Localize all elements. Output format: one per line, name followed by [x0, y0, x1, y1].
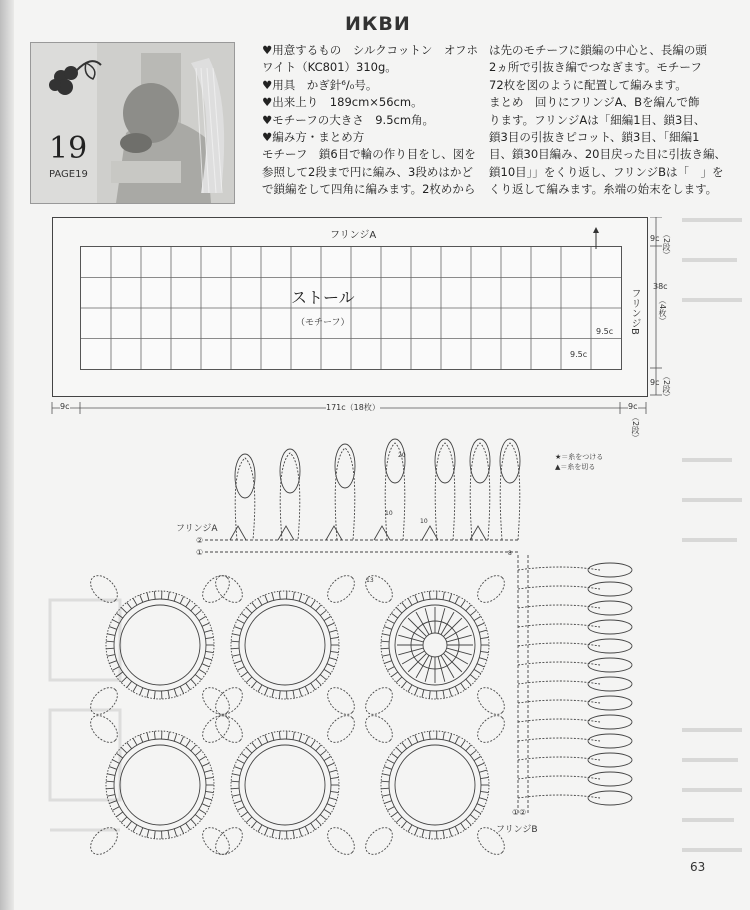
dim-left: 9c	[60, 402, 70, 411]
instruction-line: ワイト（KC801）310g。	[262, 60, 397, 75]
dim-motif-width: 9.5c	[596, 327, 614, 336]
instruction-line: モチーフ 鎖6目で輪の作り目をし、図を	[262, 147, 476, 162]
motif-grid	[80, 246, 622, 370]
instructions-column-2	[489, 42, 726, 199]
instruction-line: ♥モチーフの大きさ 9.5cm角。	[262, 112, 435, 127]
up-arrow-icon	[591, 227, 601, 249]
instruction-line: ♥編み方・まとめ方	[262, 130, 365, 145]
chart-fringe-b-label: フリンジB	[496, 825, 538, 835]
stitch-count-8: 8	[508, 550, 512, 557]
dimension-lines-vertical	[650, 217, 662, 397]
dim-motif-height: 9.5c	[570, 350, 588, 359]
instruction-line: ♥出来上り 189cm×56cm。	[262, 95, 423, 110]
instruction-line: ♥用具 かぎ針⁶/₀号。	[262, 77, 378, 92]
stitch-count-10a: 10	[385, 510, 393, 517]
stitch-count-10b: 10	[420, 518, 428, 525]
instructions-column-1	[262, 42, 482, 199]
schematic-stole-label: ストール	[291, 288, 355, 307]
instruction-line: 鎖10目」」をくり返し、フリンジBは「 」を	[489, 164, 724, 179]
schematic-fringe-b-label: フリンジB	[629, 288, 640, 335]
dim-top-right-rows: （2段）	[662, 230, 671, 260]
chart-fringe-b-rows: ①②	[512, 808, 527, 817]
instruction-line: 2ヵ所で引抜き編でつなぎます。モチーフ	[489, 60, 702, 75]
legend-attach-yarn: ★＝糸をつける	[555, 453, 604, 461]
instruction-line: ります。フリンジAは「細編1目、鎖3目、	[489, 112, 706, 127]
stitch-count-13: 13	[366, 577, 374, 584]
dim-bottom-right-rows: （2段）	[662, 372, 671, 402]
page-title: ИКВИ	[345, 13, 411, 35]
crochet-stitch-chart	[0, 420, 750, 860]
schematic-motif-label: （モチーフ）	[296, 318, 350, 328]
pattern-number: 19	[49, 131, 88, 166]
instruction-line: くり返して編みます。糸端の始末をします。	[489, 182, 718, 197]
chart-fringe-a-label: フリンジA	[176, 524, 218, 534]
stitch-count-20: 20	[398, 452, 406, 459]
chart-row-2-marker: ②	[196, 536, 204, 545]
dim-right-rows: （2段）	[631, 413, 640, 443]
instruction-line: 参照して2段まで円に編み、3段めはかど	[262, 164, 473, 179]
instruction-line: で鎖編をして四角に編みます。2枚めから	[262, 182, 476, 197]
chart-row-1-marker: ①	[196, 548, 204, 557]
instruction-line: 目、鎖30目編み、20目戻った目に引抜き編、	[489, 147, 726, 162]
dim-right: 9c	[628, 402, 638, 411]
legend-cut-yarn: ▲＝糸を切る	[555, 463, 596, 471]
schematic-fringe-a-label: フリンジA	[330, 230, 377, 241]
dim-height: 38c	[653, 282, 668, 291]
dim-top-right: 9c	[650, 234, 660, 243]
pattern-page-label: PAGE19	[49, 169, 88, 180]
dim-bottom-right: 9c	[650, 378, 660, 387]
page-number: 63	[690, 860, 706, 874]
instruction-line: 鎖3目の引抜きピコット、鎖3目、「細編1	[489, 130, 700, 145]
instruction-line: まとめ 回りにフリンジA、Bを編んで飾	[489, 95, 700, 110]
instruction-line: ♥用意するもの シルクコットン オフホ	[262, 43, 478, 57]
instruction-line: 72枚を図のように配置して編みます。	[489, 77, 687, 92]
product-photo	[30, 42, 235, 204]
dim-height-count: （4枚）	[658, 296, 667, 326]
instruction-line: は先のモチーフに鎖編の中心と、長編の頭	[489, 43, 707, 57]
dim-width: 171c（18枚）	[326, 403, 380, 412]
motif-grid-lines	[81, 247, 621, 369]
